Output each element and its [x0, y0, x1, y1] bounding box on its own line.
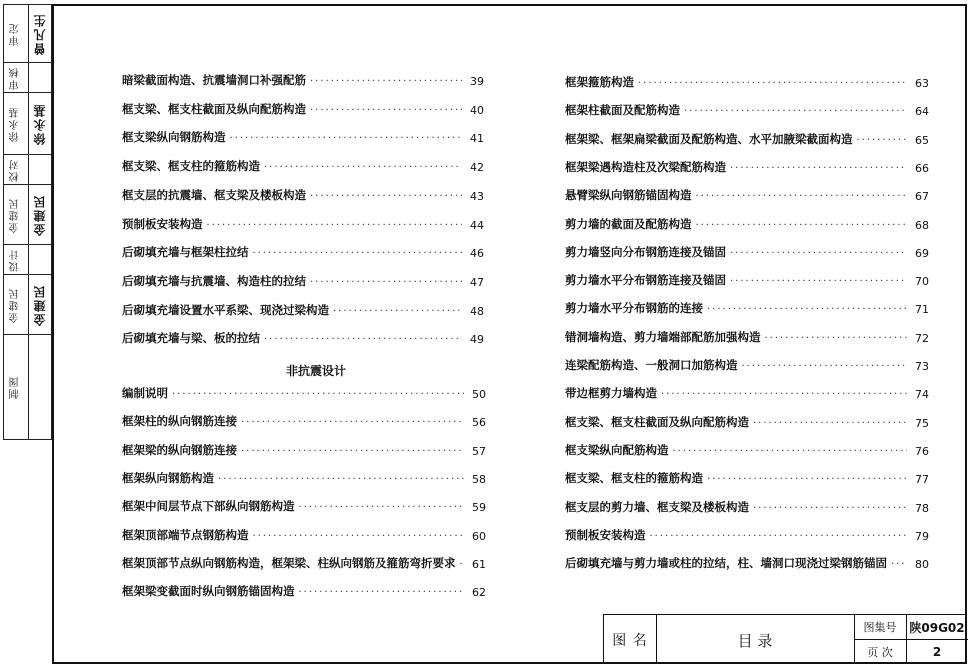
toc-entry [122, 498, 486, 514]
dot-leader [460, 560, 465, 571]
drawing-name: 目 录 [737, 631, 773, 650]
dot-leader [696, 221, 908, 232]
toc-entry-title: 框支层的抗震墙、框支梁及楼板构造 [122, 187, 306, 202]
dot-leader [742, 362, 908, 373]
toc-entry-page: 56 [472, 416, 486, 430]
toc-entry [122, 129, 484, 145]
toc-entry [565, 329, 929, 345]
dot-leader [253, 249, 463, 260]
toc-entry-page: 44 [470, 218, 484, 232]
toc-entry [122, 244, 484, 260]
dot-leader [650, 532, 908, 543]
toc-entry [565, 300, 929, 316]
dot-leader [638, 79, 907, 90]
toc-entry-page: 59 [472, 501, 486, 515]
toc-entry [122, 216, 484, 232]
signature-row-label: 审核 [10, 66, 21, 90]
toc-entry-page: 72 [915, 331, 929, 345]
toc-entry-title: 后砌填充墙与框架柱拉结 [122, 245, 249, 260]
toc-entry [122, 302, 484, 318]
dot-leader [730, 164, 907, 175]
toc-entry-title: 剪力墙水平分布钢筋的连接 [565, 301, 703, 316]
toc-entry [122, 273, 484, 289]
toc-entry-title: 框支梁、框支柱的箍筋构造 [565, 471, 703, 486]
dot-leader [753, 504, 907, 515]
atlas-no: 陕09G02 [909, 620, 965, 635]
toc-entry-title: 剪力墙水平分布钢筋连接及锚固 [565, 273, 726, 288]
toc-entry [565, 159, 929, 175]
dot-leader [264, 335, 462, 346]
dot-leader [684, 107, 907, 118]
toc-entry [565, 102, 929, 118]
toc-entry [565, 187, 929, 203]
signature-row [4, 93, 51, 155]
dot-leader [891, 560, 907, 571]
dot-leader [765, 334, 908, 345]
toc-entry-title: 框支梁纵向配筋构造 [565, 442, 669, 457]
toc-entry-page: 50 [472, 388, 486, 401]
dot-leader [707, 475, 907, 486]
handwritten-signature: 徐永基 [33, 103, 47, 145]
toc-entry-title: 后砌填充墙与梁、板的拉结 [122, 331, 260, 346]
dot-leader [207, 221, 463, 232]
dot-leader [661, 390, 907, 401]
atlas-no-label: 图集号 [863, 621, 897, 634]
toc-entry-title: 框支梁、框支柱截面及纵向配筋构造 [565, 414, 749, 429]
dot-leader [299, 588, 465, 599]
toc-entry-page: 71 [915, 303, 929, 317]
toc-entry-page: 61 [472, 557, 486, 571]
toc-entry-title: 框架梁的纵向钢筋连接 [122, 442, 237, 457]
toc-entry-page: 67 [915, 190, 929, 204]
toc-entry-page: 58 [472, 472, 486, 486]
toc-entry-page: 42 [470, 161, 484, 175]
toc-entry-title: 框架中间层节点下部纵向钢筋构造 [122, 499, 295, 514]
toc-entry-page: 74 [915, 388, 929, 402]
toc-entry-page: 46 [470, 247, 484, 261]
signature-row [4, 5, 51, 63]
toc-entry [122, 442, 486, 458]
section-heading: 非抗震设计 [286, 364, 347, 378]
toc-entry-title: 后砌填充墙与抗震墙、构造柱的拉结 [122, 273, 306, 288]
toc-entry-page: 62 [472, 586, 486, 600]
toc-entry [565, 442, 929, 458]
dot-leader [299, 503, 465, 514]
signature-row [4, 335, 51, 439]
toc-entry-page: 79 [915, 529, 929, 543]
toc-entry-page: 78 [915, 501, 929, 515]
drawing-name-label: 图 名 [612, 633, 648, 649]
dot-leader [264, 163, 462, 174]
toc-entry-page: 66 [915, 161, 929, 175]
signature-row [4, 155, 51, 185]
toc-entry-title: 框架梁遇构造柱及次梁配筋构造 [565, 159, 726, 174]
toc-entry-page: 48 [470, 304, 484, 318]
toc-entry-page: 70 [915, 275, 929, 289]
toc-entry-title: 框架柱的纵向钢筋连接 [122, 414, 237, 429]
toc-entry-page: 43 [470, 189, 484, 203]
page-no: 2 [932, 645, 942, 659]
toc-entry [565, 357, 929, 373]
toc-entry [565, 555, 929, 571]
dot-leader [730, 249, 907, 260]
signature-row [4, 185, 51, 245]
signature-row-label: 制图 [10, 375, 21, 399]
toc-entry-title: 框支梁、框支柱的箍筋构造 [122, 159, 260, 174]
signature-row [4, 63, 51, 93]
dot-leader [253, 532, 465, 543]
toc-entry [565, 414, 929, 430]
toc-entry [565, 216, 929, 232]
dot-leader [310, 192, 462, 203]
toc-entry-title: 框架柱截面及配筋构造 [565, 103, 680, 118]
toc-entry [122, 187, 484, 203]
signature-row-label: 金建民 [10, 287, 21, 323]
signature-row-label: 审定 [10, 22, 21, 46]
toc-entry [565, 527, 929, 543]
dot-leader [310, 278, 462, 289]
signature-row-label: 校对 [10, 158, 21, 182]
toc-entry-page: 69 [915, 246, 929, 260]
toc-entry-title: 框支梁纵向钢筋构造 [122, 130, 226, 145]
dot-leader [696, 192, 908, 203]
toc-entry-page: 40 [470, 103, 484, 117]
dot-leader [857, 136, 908, 147]
toc-entry-title: 剪力墙的截面及配筋构造 [565, 216, 692, 231]
toc-entry [122, 555, 486, 571]
toc-entry-title: 编制说明 [122, 386, 168, 400]
toc-entry [565, 244, 929, 260]
toc-entry-title: 剪力墙竖向分布钢筋连接及锚固 [565, 244, 726, 259]
toc-entry-page: 68 [915, 218, 929, 232]
toc-entry-title: 框架箍筋构造 [565, 75, 634, 89]
toc-entry [122, 470, 486, 486]
signature-row [4, 275, 51, 335]
toc-entry-page: 64 [915, 105, 929, 119]
title-block [603, 614, 967, 664]
dot-leader [241, 418, 464, 429]
signature-row-label: 金建民 [10, 197, 21, 233]
signature-row-label: 设计 [10, 248, 21, 272]
toc-entry [565, 499, 929, 515]
toc-entry-page: 75 [915, 416, 929, 430]
toc-entry-title: 框架纵向钢筋构造 [122, 470, 214, 485]
toc-entry-title: 带边框剪力墙构造 [565, 386, 657, 401]
toc-entry-title: 框架梁、框架扁梁截面及配筋构造、水平加腋梁截面构造 [565, 131, 853, 146]
toc-entry [565, 74, 929, 90]
dot-leader [241, 447, 464, 458]
toc-entry-title: 框架顶部端节点钢筋构造 [122, 527, 249, 542]
toc-entry-title: 悬臂梁纵向钢筋锚固构造 [565, 188, 692, 203]
toc-entry-title: 后砌填充墙与剪力墙或柱的拉结，柱、墙洞口现浇过梁钢筋锚固 [565, 556, 887, 571]
toc-entry-title: 连梁配筋构造、一般洞口加筋构造 [565, 358, 738, 372]
toc-entry-page: 39 [470, 75, 484, 88]
dot-leader [310, 77, 462, 88]
toc-entry [565, 470, 929, 486]
toc-entry [122, 330, 484, 346]
toc-entry-page: 63 [915, 77, 929, 90]
page-label: 页 次 [867, 646, 893, 659]
toc-entry-title: 暗梁截面构造、抗震墙洞口补强配筋 [122, 73, 306, 87]
toc-entry-title: 框架梁变截面时纵向钢筋锚固构造 [122, 584, 295, 599]
toc-entry-page: 77 [915, 473, 929, 487]
toc-entry-title: 预制板安装构造 [122, 216, 203, 231]
toc-entry-page: 47 [470, 275, 484, 289]
toc-entry-title: 后砌填充墙设置水平系梁、现浇过梁构造 [122, 302, 329, 317]
toc-entry-title: 错洞墙构造、剪力墙端部配筋加强构造 [565, 329, 761, 344]
dot-leader [333, 307, 462, 318]
toc-entry [122, 72, 484, 88]
toc-entry-page: 57 [472, 444, 486, 458]
toc-entry-page: 65 [915, 133, 929, 147]
toc-entry-title: 框支层的剪力墙、框支梁及楼板构造 [565, 499, 749, 514]
toc-entry-page: 73 [915, 360, 929, 373]
toc-entry [122, 158, 484, 174]
toc-entry-page: 80 [915, 558, 929, 572]
toc-entry-page: 41 [470, 132, 484, 146]
signature-row [4, 245, 51, 275]
toc-entry-page: 60 [472, 529, 486, 543]
dot-leader [218, 475, 464, 486]
toc-entry [565, 385, 929, 401]
toc-entry [122, 583, 486, 599]
toc-entry-page: 76 [915, 444, 929, 458]
dot-leader [753, 419, 907, 430]
dot-leader [172, 390, 464, 401]
toc-entry [565, 272, 929, 288]
signature-row-label: 徐永基 [10, 106, 21, 142]
signature-column [3, 4, 52, 440]
dot-leader [707, 305, 907, 316]
toc-entry-title: 框架顶部节点纵向钢筋构造，框架梁、柱纵向钢筋及箍筋弯折要求 [122, 555, 456, 570]
handwritten-signature: 金建民 [33, 284, 47, 326]
toc-entry [122, 413, 486, 429]
dot-leader [310, 106, 462, 117]
dot-leader [673, 447, 908, 458]
handwritten-signature: 曾凡生 [33, 13, 47, 55]
toc-entry [122, 385, 486, 401]
toc-entry-title: 框支梁、框支柱截面及纵向配筋构造 [122, 101, 306, 116]
dot-leader [730, 277, 907, 288]
toc-entry [122, 101, 484, 117]
toc-entry [565, 131, 929, 147]
toc-entry-title: 预制板安装构造 [565, 527, 646, 542]
dot-leader [230, 134, 463, 145]
handwritten-signature: 金建民 [33, 194, 47, 236]
toc-entry-page: 49 [470, 333, 484, 347]
toc-entry [122, 527, 486, 543]
